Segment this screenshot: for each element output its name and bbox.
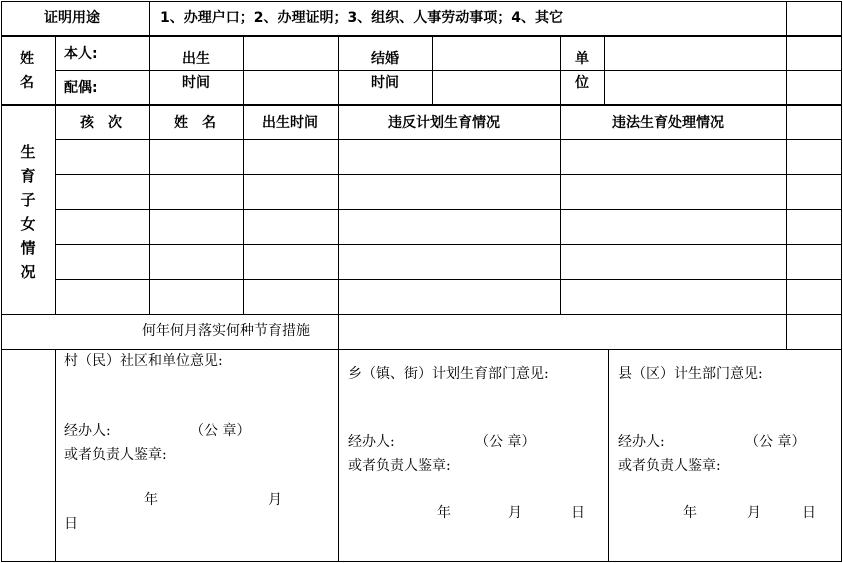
children-side-label: 生 育 子 女 情 况 [20, 143, 36, 281]
unit-label-2: 位 [575, 75, 589, 91]
township-or-signer: 或者负责人鉴章: [348, 458, 451, 474]
header-child-name: 姓 名 [174, 115, 216, 131]
birth-label-2: 时间 [182, 75, 210, 91]
header-violation: 违反计划生育情况 [388, 115, 500, 131]
township-title: 乡（镇、街）计划生育部门意见: [348, 366, 549, 382]
township-seal: （公 章） [475, 434, 536, 450]
measures-label: 何年何月落实何种节育措施 [142, 323, 310, 339]
village-or-signer: 或者负责人鉴章: [64, 447, 167, 463]
marry-label-1: 结婚 [371, 51, 399, 67]
village-day: 日 [64, 516, 78, 532]
county-day: 日 [802, 505, 816, 521]
county-month: 月 [747, 505, 761, 521]
header-handling: 违法生育处理情况 [612, 115, 724, 131]
village-title: 村（民）社区和单位意见: [64, 353, 223, 369]
purpose-label: 证明用途 [44, 10, 100, 26]
purpose-value: 1、办理户口；2、办理证明；3、组织、人事劳动事项；4、其它 [160, 10, 563, 26]
county-handler: 经办人: [618, 434, 665, 450]
county-seal: （公 章） [745, 434, 806, 450]
township-month: 月 [508, 505, 522, 521]
birth-label-1: 出生 [182, 51, 210, 67]
county-title: 县（区）计生部门意见: [618, 366, 763, 382]
village-seal: （公 章） [190, 423, 251, 439]
village-handler: 经办人: [64, 423, 111, 439]
name-label-1: 姓 [20, 51, 34, 67]
township-handler: 经办人: [348, 434, 395, 450]
spouse-label: 配偶: [64, 80, 98, 96]
header-birth-time: 出生时间 [262, 115, 318, 131]
township-year: 年 [437, 505, 451, 521]
self-label: 本人: [64, 46, 98, 62]
county-or-signer: 或者负责人鉴章: [618, 458, 721, 474]
township-day: 日 [571, 505, 585, 521]
marry-label-2: 时间 [371, 75, 399, 91]
village-month: 月 [268, 492, 282, 508]
county-year: 年 [683, 505, 697, 521]
unit-label-1: 单 [575, 51, 589, 67]
village-year: 年 [144, 492, 158, 508]
name-label-2: 名 [20, 75, 34, 91]
header-child-order: 孩 次 [80, 115, 122, 131]
